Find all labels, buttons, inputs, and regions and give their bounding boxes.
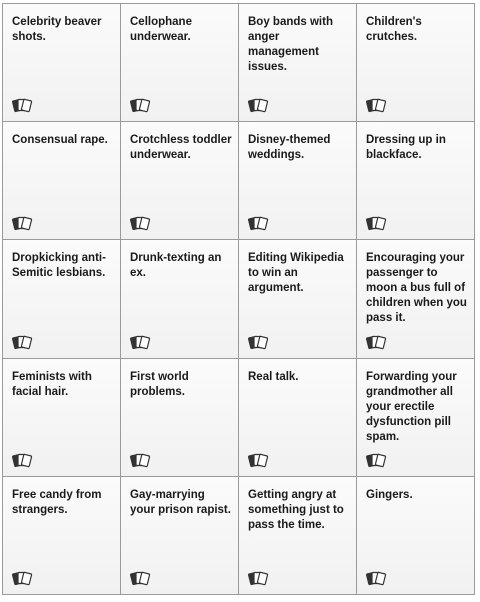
card-stack-icon	[12, 334, 34, 350]
card-stack-icon	[248, 334, 270, 350]
card-20	[357, 477, 475, 595]
card-text: Dressing up in blackface.	[366, 134, 446, 162]
card-stack-icon	[130, 452, 152, 468]
card-stack-icon	[130, 570, 152, 586]
card-text: Gingers.	[366, 488, 413, 501]
card-text: Free candy from strangers.	[12, 488, 102, 516]
card-7	[239, 122, 357, 240]
card-stack-icon	[248, 215, 270, 231]
card-stack-icon	[130, 215, 152, 231]
card-text: Consensual rape.	[12, 134, 108, 147]
card-sheet	[2, 3, 475, 595]
card-9	[3, 240, 121, 358]
card-text: Children's crutches.	[366, 16, 422, 43]
card-stack-icon	[248, 452, 270, 468]
card-stack-icon	[366, 97, 388, 113]
card-text: Getting angry at something just to pass the time.	[248, 488, 344, 531]
card-text: Real talk.	[248, 370, 299, 383]
card-text: Encouraging your passenger to moon a bus full of children when you pass it.	[366, 252, 467, 325]
card-text: Disney-themed weddings.	[248, 134, 331, 162]
card-stack-icon	[12, 452, 34, 468]
card-text: Crotchless toddler underwear.	[130, 134, 232, 162]
card-text: Celebrity beaver shots.	[12, 16, 102, 43]
card-2	[121, 4, 239, 122]
card-stack-icon	[366, 452, 388, 468]
card-text: Drunk-texting an ex.	[130, 252, 222, 280]
card-stack-icon	[130, 334, 152, 350]
card-stack-icon	[366, 334, 388, 350]
card-19	[239, 477, 357, 595]
card-10	[121, 240, 239, 358]
card-text: Gay-marrying your prison rapist.	[130, 488, 231, 516]
card-11	[239, 240, 357, 358]
card-stack-icon	[12, 570, 34, 586]
card-17	[3, 477, 121, 595]
card-18	[121, 477, 239, 595]
card-14	[121, 359, 239, 477]
card-4	[357, 4, 475, 122]
card-6	[121, 122, 239, 240]
card-text: Cellophane underwear.	[130, 16, 192, 43]
card-stack-icon	[130, 97, 152, 113]
card-text: Feminists with facial hair.	[12, 370, 92, 398]
card-stack-icon	[12, 97, 34, 113]
card-12	[357, 240, 475, 358]
card-8	[357, 122, 475, 240]
card-stack-icon	[248, 97, 270, 113]
card-15	[239, 359, 357, 477]
card-16	[357, 359, 475, 477]
card-3	[239, 4, 357, 122]
card-stack-icon	[366, 215, 388, 231]
card-stack-icon	[248, 570, 270, 586]
card-1	[3, 4, 121, 122]
card-text: Editing Wikipedia to win an argument.	[248, 252, 344, 295]
card-text: Dropkicking anti-Semitic lesbians.	[12, 252, 106, 280]
card-stack-icon	[366, 570, 388, 586]
card-text: First world problems.	[130, 370, 189, 398]
card-stack-icon	[12, 215, 34, 231]
card-13	[3, 359, 121, 477]
card-5	[3, 122, 121, 240]
card-text: Boy bands with anger management issues.	[248, 16, 333, 73]
card-text: Forwarding your grandmother all your erectile dysfunction pill spam.	[366, 370, 457, 443]
